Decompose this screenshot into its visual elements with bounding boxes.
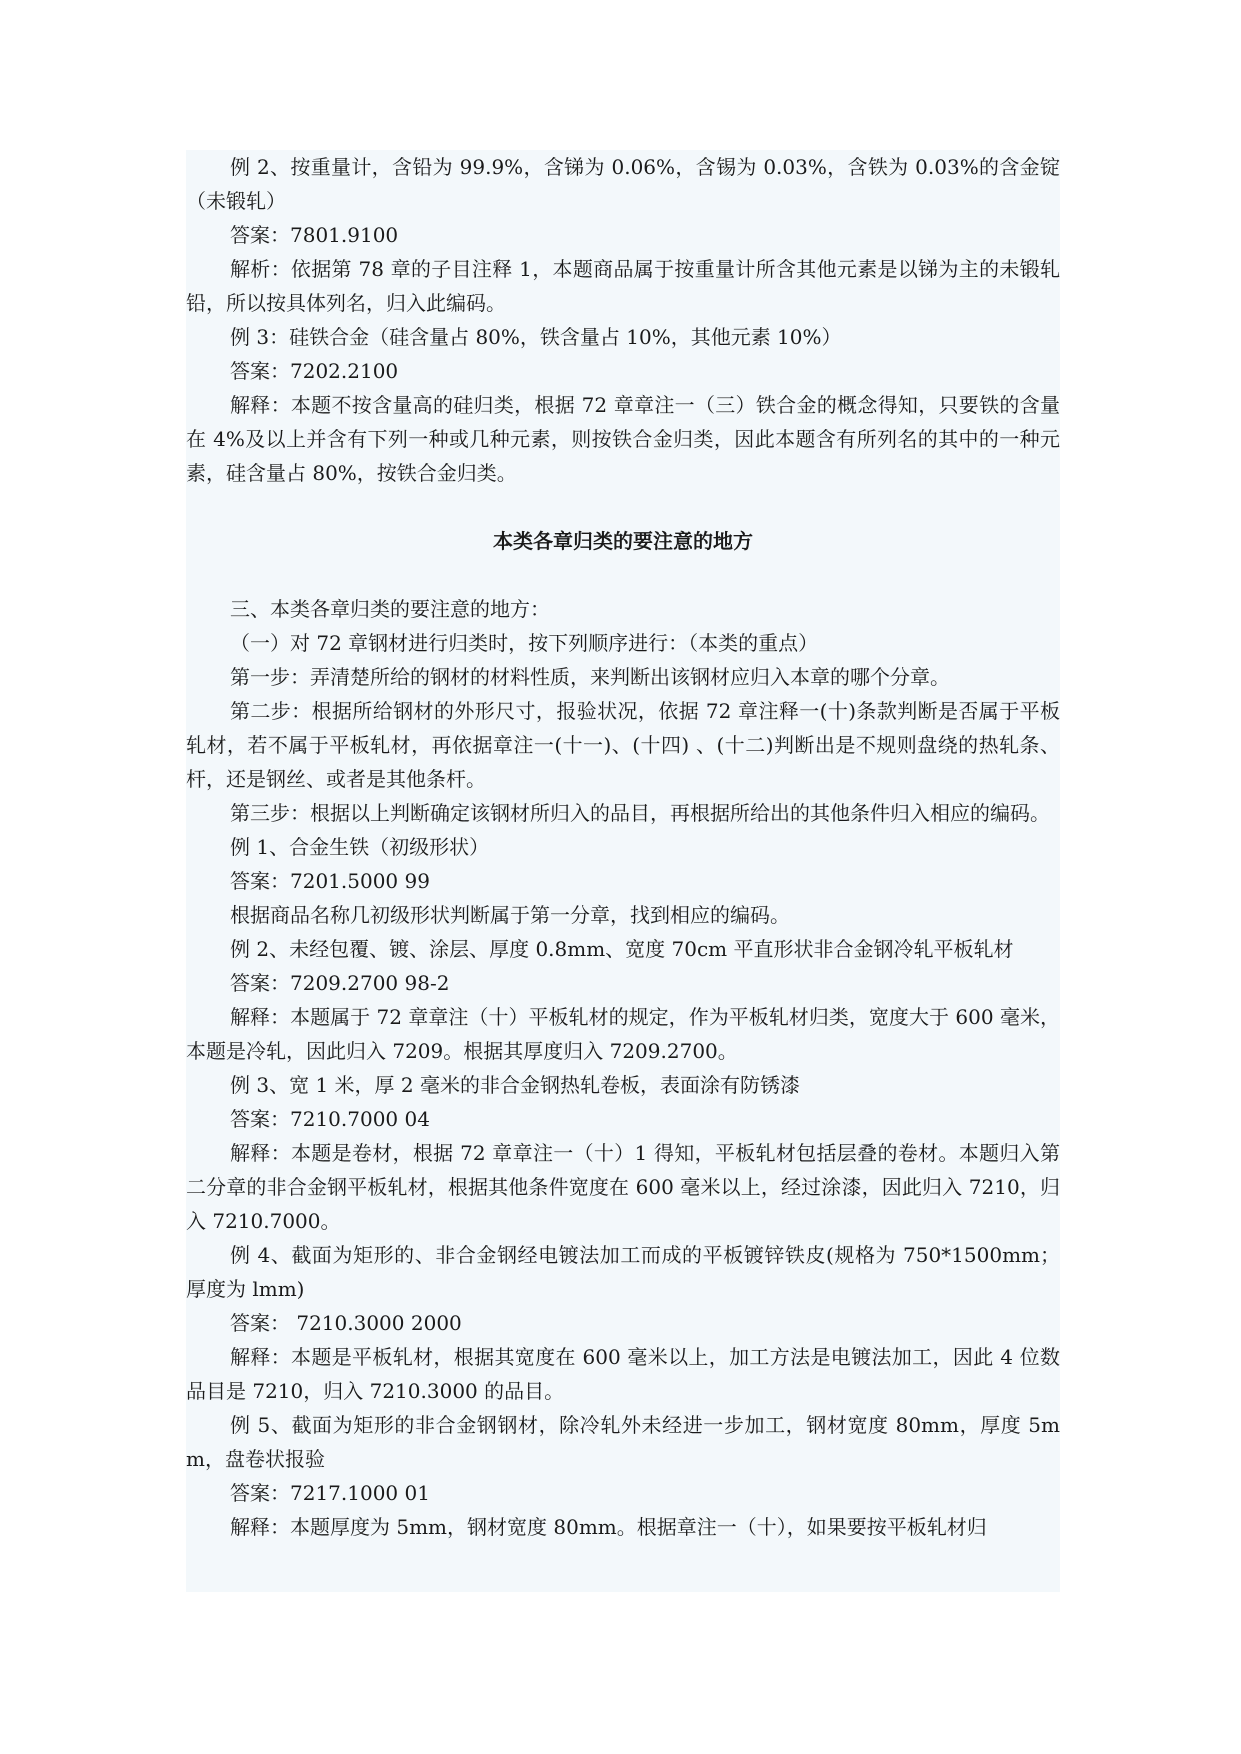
document-page (186, 150, 1060, 1592)
paragraph: 例 3、宽 1 米，厚 2 毫米的非合金钢热轧卷板，表面涂有防锈漆 (230, 1073, 800, 1097)
paragraph: 第二步：根据所给钢材的外形尺寸，报验状况，依据 72 章注释一(十)条款判断是否属于平板轧材，若不属于平板轧材，再依据章注一(十一)、(十四) 、(十二)判断出是不规则盘绕的热轧条、杆，还是钢丝、或者是其他条杆。 (186, 699, 1060, 791)
paragraph: 例 1、合金生铁（初级形状） (230, 835, 490, 859)
paragraph: 第三步：根据以上判断确定该钢材所归入的品目，再根据所给出的其他条件归入相应的编码。 (230, 801, 1050, 825)
paragraph: 解释：本题厚度为 5mm，钢材宽度 80mm。根据章注一（十），如果要按平板轧材归 (230, 1515, 987, 1539)
paragraph: 答案：7202.2100 (230, 359, 399, 383)
paragraph: 答案：7210.7000 04 (230, 1107, 430, 1131)
paragraph: 解释：本题是卷材，根据 72 章章注一（十）1 得知，平板轧材包括层叠的卷材。本题归入第二分章的非合金钢平板轧材，根据其他条件宽度在 600 毫米以上，经过涂漆，因此归入 7210，归入 7210.7000。 (186, 1141, 1060, 1233)
paragraph: （一）对 72 章钢材进行归类时，按下列顺序进行：（本类的重点） (230, 631, 819, 655)
paragraph: 答案：7801.9100 (230, 223, 399, 247)
paragraph: 解释：本题属于 72 章章注（十）平板轧材的规定，作为平板轧材归类，宽度大于 600 毫米，本题是冷轧，因此归入 7209。根据其厚度归入 7209.2700。 (186, 1005, 1060, 1063)
paragraph: 解释：本题不按含量高的硅归类，根据 72 章章注一（三）铁合金的概念得知，只要铁的含量在 4%及以上并含有下列一种或几种元素，则按铁合金归类，因此本题含有所列名的其中的一种元素，硅含量占 80%，按铁合金归类。 (186, 393, 1060, 485)
paragraph: 答案：7201.5000 99 (230, 869, 430, 893)
paragraph: 根据商品名称几初级形状判断属于第一分章，找到相应的编码。 (230, 903, 790, 927)
paragraph: 例 2、按重量计，含铅为 99.9%，含锑为 0.06%，含锡为 0.03%，含铁为 0.03%的含金锭（未锻轧） (186, 155, 1060, 213)
section-notes (186, 592, 1060, 1544)
paragraph: 解析：依据第 78 章的子目注释 1，本题商品属于按重量计所含其他元素是以锑为主的未锻轧铅，所以按具体列名，归入此编码。 (186, 257, 1060, 315)
paragraph: 三、本类各章归类的要注意的地方： (230, 597, 550, 621)
section-examples-top (186, 150, 1060, 490)
paragraph: 例 3：硅铁合金（硅含量占 80%，铁含量占 10%，其他元素 10%） (230, 325, 842, 349)
paragraph: 解释：本题是平板轧材，根据其宽度在 600 毫米以上，加工方法是电镀法加工，因此 4 位数品目是 7210，归入 7210.3000 的品目。 (186, 1345, 1060, 1403)
paragraph: 第一步：弄清楚所给的钢材的材料性质，来判断出该钢材应归入本章的哪个分章。 (230, 665, 950, 689)
paragraph: 答案：7217.1000 01 (230, 1481, 430, 1505)
paragraph: 答案： 7210.3000 2000 (230, 1311, 462, 1335)
paragraph: 例 2、未经包覆、镀、涂层、厚度 0.8mm、宽度 70cm 平直形状非合金钢冷轧平板轧材 (230, 937, 1014, 961)
section-heading: 本类各章归类的要注意的地方 (493, 529, 753, 553)
paragraph: 例 4、截面为矩形的、非合金钢经电镀法加工而成的平板镀锌铁皮(规格为 750*1500mm；厚度为 lmm) (186, 1243, 1060, 1301)
paragraph: 例 5、截面为矩形的非合金钢钢材，除冷轧外未经进一步加工，钢材宽度 80mm，厚度 5mm，盘卷状报验 (186, 1413, 1060, 1471)
paragraph: 答案：7209.2700 98-2 (230, 971, 450, 995)
